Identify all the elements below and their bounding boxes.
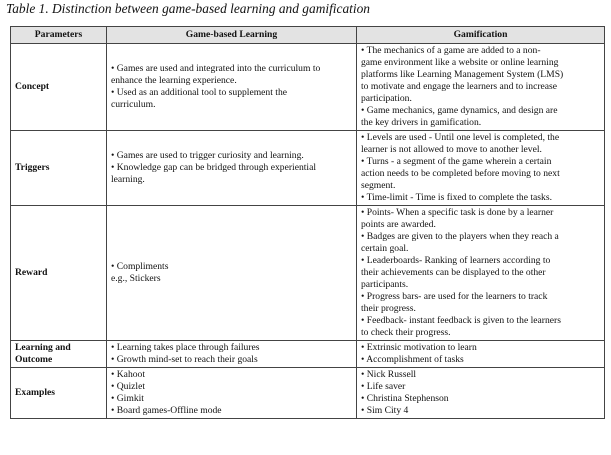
cell-text-line: • Kahoot (111, 369, 145, 380)
cell-text-line: platforms like Learning Management System (LMS) (361, 69, 564, 80)
cell-text-line: action needs to be completed before moving to next (361, 168, 560, 179)
cell-game-based-learning (107, 341, 357, 368)
cell-text-line: Reward (15, 267, 48, 278)
cell-text-line: Concept (15, 81, 50, 92)
cell-text-line: • Sim City 4 (361, 405, 409, 416)
cell-text-line: points are awarded. (361, 219, 436, 230)
cell-text-line: Outcome (15, 354, 53, 365)
cell-gamification (357, 206, 605, 341)
cell-text-line: their achievements can be displayed to the other (361, 267, 546, 278)
cell-param (11, 44, 107, 131)
cell-text-line: to motivate and engage the learners and to increase (361, 81, 558, 92)
cell-text-line: • Game mechanics, game dynamics, and design are (361, 105, 558, 116)
cell-text-line: • Used as an additional tool to supplement the (111, 87, 288, 98)
cell-text-line: • Board games-Offline mode (111, 405, 222, 416)
cell-text-line: game environment like a website or online learning (361, 57, 559, 68)
cell-text-line: • Growth mind-set to reach their goals (111, 354, 258, 365)
cell-text-line: learner is not allowed to move to another level. (361, 144, 542, 155)
cell-text-line: • Points- When a specific task is done by a learner (361, 207, 554, 218)
cell-text-line: • Games are used and integrated into the curriculum to (111, 63, 321, 74)
cell-gamification (357, 131, 605, 206)
cell-text-line: • Leaderboards- Ranking of learners according to (361, 255, 551, 266)
cell-text-line: • Time-limit - Time is fixed to complete the tasks. (361, 192, 552, 203)
table-row-triggers (11, 131, 605, 206)
cell-text-line: e.g., Stickers (111, 273, 161, 284)
cell-text-line: • The mechanics of a game are added to a non- (361, 45, 541, 56)
cell-text-line: participants. (361, 279, 409, 290)
cell-gamification (357, 341, 605, 368)
cell-text-line: participation. (361, 93, 412, 104)
cell-param (11, 131, 107, 206)
cell-text-line: • Learning takes place through failures (111, 342, 260, 353)
cell-text-line: • Progress bars- are used for the learners to track (361, 291, 548, 302)
header-parameters: Parameters (11, 27, 107, 44)
header-gamification: Gamification (357, 27, 605, 44)
cell-text-line: • Compliments (111, 261, 169, 272)
table-row-learning-outcome (11, 341, 605, 368)
cell-text-line: • Turns - a segment of the game wherein a certain (361, 156, 552, 167)
cell-text-line: • Life saver (361, 381, 406, 392)
table-body (11, 44, 605, 419)
cell-text-line: • Knowledge gap can be bridged through experiential (111, 162, 317, 173)
cell-text-line: enhance the learning experience. (111, 75, 237, 86)
table-row-reward (11, 206, 605, 341)
comparison-table (10, 26, 605, 419)
cell-text-line: certain goal. (361, 243, 409, 254)
cell-gamification (357, 368, 605, 419)
cell-param (11, 368, 107, 419)
cell-text-line: • Levels are used - Until one level is completed, the (361, 132, 560, 143)
cell-game-based-learning (107, 368, 357, 419)
table-row-concept (11, 44, 605, 131)
cell-text-line: • Christina Stephenson (361, 393, 449, 404)
cell-game-based-learning (107, 44, 357, 131)
cell-text-line: to check their progress. (361, 327, 451, 338)
cell-text-line: • Badges are given to the players when they reach a (361, 231, 559, 242)
cell-text-line: Examples (15, 387, 55, 398)
header-row (11, 27, 605, 44)
cell-text-line: • Quizlet (111, 381, 145, 392)
cell-text-line: • Games are used to trigger curiosity and learning. (111, 150, 304, 161)
cell-game-based-learning (107, 131, 357, 206)
table-row-examples (11, 368, 605, 419)
cell-text-line: curriculum. (111, 99, 156, 110)
cell-text-line: the key drivers in gamification. (361, 117, 482, 128)
cell-text-line: Learning and (15, 342, 71, 353)
cell-text-line: • Accomplishment of tasks (361, 354, 464, 365)
cell-text-line: segment. (361, 180, 396, 191)
cell-game-based-learning (107, 206, 357, 341)
cell-param (11, 341, 107, 368)
cell-gamification (357, 44, 605, 131)
header-game-based-learning: Game-based Learning (107, 27, 357, 44)
cell-text-line: their progress. (361, 303, 416, 314)
cell-text-line: • Gimkit (111, 393, 144, 404)
table-caption: Table 1. Distinction between game-based learning and gamification (6, 1, 370, 16)
cell-text-line: learning. (111, 174, 145, 185)
cell-param (11, 206, 107, 341)
cell-text-line: • Feedback- instant feedback is given to the learners (361, 315, 561, 326)
cell-text-line: • Nick Russell (361, 369, 417, 380)
cell-text-line: • Extrinsic motivation to learn (361, 342, 477, 353)
cell-text-line: Triggers (15, 162, 50, 173)
